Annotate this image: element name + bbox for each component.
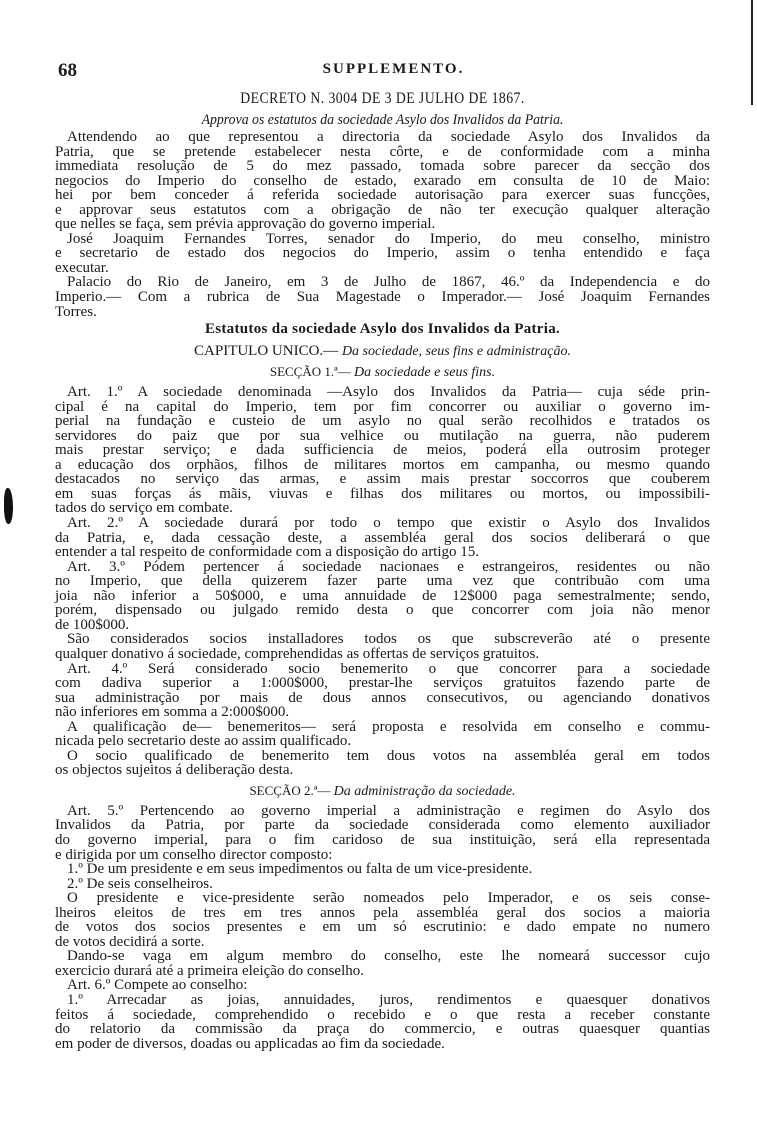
section-title: Da sociedade e seus fins. bbox=[353, 365, 496, 381]
decree-title: DECRETO N. 3004 DE 3 DE JULHO DE 1867. bbox=[240, 90, 525, 107]
text-line: porém, dispensado ou julgado remido desta o que concorrer com joia não menor bbox=[55, 602, 710, 619]
text-line: 1.º Arrecadar as joias, annuidades, juros, rendimentos e quaesquer donativos bbox=[67, 991, 710, 1008]
text-line: de 100$000. bbox=[55, 616, 130, 633]
text-line: destacados no serviço das armas, e assim mais prestar soccorros que couberem bbox=[55, 471, 710, 488]
text-line: Art. 6.º Compete ao conselho: bbox=[67, 977, 248, 994]
text-line: Art. 2.º A sociedade durará por todo o tempo que existir o Asylo dos Invalidos bbox=[67, 515, 710, 532]
text-line: do relatorio da commissão da praça do commercio, e outras quaesquer quantias bbox=[55, 1021, 710, 1038]
text-line: e approvar seus estatutos com a obrigação de não ter execução qualquer alteração bbox=[55, 201, 710, 218]
text-line: joia não inferior a 50$000, e uma annuidade de 12$000 paga semestralmente; sendo, bbox=[55, 587, 710, 604]
text-line: de votos dos socios presentes e em um só escrutinio: e dado empate no numero bbox=[55, 919, 710, 936]
text-line: a educação dos orphãos, filhos de militares mortos em campanha, ou mesmo quando bbox=[55, 456, 710, 473]
text-line: hei por bem conceder á referida sociedade autorisação para exercer suas funcções, bbox=[55, 187, 710, 204]
text-line: Art. 1.º A sociedade denominada —Asylo dos Invalidos da Patria— cuja séde prin- bbox=[67, 384, 710, 401]
section-2-heading bbox=[55, 783, 710, 804]
text-line: de votos decidirá a sorte. bbox=[55, 933, 205, 950]
text-line: feitos á sociedade, comprehendido o recebido e o que resta a receber constante bbox=[55, 1006, 710, 1023]
text-line: mais prestar serviço; e dada sufficiencia de meios, poderá ella outrosim proteger bbox=[55, 442, 710, 459]
text-line: Invalidos da Patria, por parte da sociedade considerada como elemento auxiliador bbox=[55, 817, 710, 834]
text-line: Attendendo ao que representou a directoria da sociedade Asylo dos Invalidos da bbox=[67, 129, 710, 145]
chapter-label: CAPITULO UNICO.— bbox=[194, 343, 339, 360]
text-line: no Imperio, que della quizerem fazer parte uma vez que contribuão com uma bbox=[55, 573, 710, 590]
text-line: Imperio.— Com a rubrica de Sua Magestade o Imperador.— José Joaquim Fernandes bbox=[55, 289, 710, 306]
text-line: Dando-se vaga em algum membro do conselho, este lhe nomeará successor cujo bbox=[67, 948, 710, 965]
text-line: da Patria, e, dada cessação deste, a assembléa geral dos socios deliberará o que bbox=[55, 529, 710, 546]
section-label: SECÇÃO 2.ª— bbox=[249, 782, 331, 798]
text-line: nicada pelo secretario deste ao assim qualificado. bbox=[55, 733, 352, 750]
text-line: exercicio durará até a primeira eleição do conselho. bbox=[55, 962, 365, 979]
text-line: O presidente e vice-presidente serão nomeados pelo Imperador, e os seis conse- bbox=[67, 890, 710, 907]
preamble bbox=[55, 130, 710, 319]
section-label: SECÇÃO 1.ª— bbox=[269, 364, 351, 380]
running-title: SUPPLEMENTO. bbox=[322, 61, 465, 77]
text-line: com dadiva superior a 1:000$000, prestar-lhe serviços gratuitos fazendo parte de bbox=[55, 675, 710, 692]
text-line: entender a tal respeito de conformidade com a disposição do artigo 15. bbox=[55, 544, 480, 561]
section-2-body bbox=[55, 804, 710, 1051]
text-line: servidores do paiz que por sua velhice ou mutilação na guerra, não puderem bbox=[55, 427, 710, 444]
text-line: Torres. bbox=[55, 303, 97, 320]
text-line: Art. 3.º Pódem pertencer á sociedade nacionaes e estrangeiros, residentes ou não bbox=[67, 558, 710, 575]
statutes-title: Estatutos da sociedade Asylo dos Invalidos da Patria. bbox=[204, 321, 561, 338]
text-line: em poder de diversos, doadas ou applicadas ao fim da sociedade. bbox=[55, 1035, 445, 1052]
scan-ink-blot bbox=[4, 488, 13, 524]
text-line: Palacio do Rio de Janeiro, em 3 de Julho de 1867, 46.º da Independencia e do bbox=[67, 274, 710, 291]
text-line: executar. bbox=[55, 259, 109, 276]
text-line: sua administração por mais de dous annos consecutivos, ou agenciando donativos bbox=[55, 689, 710, 706]
section-1-heading bbox=[55, 364, 710, 385]
decree-subtitle: Approva os estatutos da sociedade Asylo dos Invalidos da Patria. bbox=[201, 112, 564, 128]
text-line: cipal é na capital do Imperio, tem por fim concorrer ou auxiliar o governo im- bbox=[55, 398, 710, 415]
text-line: e dirigida por um conselho director composto: bbox=[55, 846, 333, 863]
text-line: immediata resolução de 5 do mez passado, tomada sobre parecer da secção dos bbox=[55, 158, 710, 175]
text-line: os objectos sujeitos á deliberação desta. bbox=[55, 762, 294, 779]
text-line: 2.º De seis conselheiros. bbox=[67, 875, 213, 892]
text-line: São considerados socios installadores todos os que subscreverão até o presente bbox=[67, 631, 710, 648]
text-line: não inferiores em somma a 2:000$000. bbox=[55, 704, 290, 721]
text-line: em suas forças ás mãis, viuvas e filhas dos militares ou mortos, ou impossibili- bbox=[55, 485, 710, 502]
chapter-title: Da sociedade, seus fins e administração. bbox=[341, 344, 571, 360]
text-line: A qualificação de— benemeritos— será proposta e resolvida em conselho e commu- bbox=[67, 718, 710, 735]
section-title: Da administração da sociedade. bbox=[333, 783, 516, 799]
text-line: e secretario de estado dos negocios do Imperio, assim o tenha entendido e faça bbox=[55, 245, 710, 262]
text-line: do governo imperial, para o fim caridoso de sua instituição, será ella representada bbox=[55, 831, 710, 848]
text-line: José Joaquim Fernandes Torres, senador do Imperio, do meu conselho, ministro bbox=[67, 230, 710, 247]
text-line: que nelles se faça, sem prévia approvação do governo imperial. bbox=[55, 216, 436, 233]
section-1-body bbox=[55, 385, 710, 778]
text-line: negocios do Imperio do conselho de estado, exarado em consulta de 10 de Maio: bbox=[55, 172, 710, 189]
text-line: qualquer donativo á sociedade, comprehendidas as offertas de serviços gratuitos. bbox=[55, 645, 540, 662]
text-line: lheiros eleitos de tres em tres annos pela assembléa geral dos socios a maioria bbox=[55, 904, 710, 921]
text-line: Patria, que se pretende estabelecer nesta côrte, e de conformidade com a minha bbox=[55, 143, 710, 160]
scan-edge-mark bbox=[751, 0, 753, 105]
text-line: Art. 4.º Será considerado socio benemerito o que concorrer para a sociedade bbox=[67, 660, 710, 677]
text-line: Art. 5.º Pertencendo ao governo imperial a administração e regimen do Asylo dos bbox=[67, 802, 710, 819]
text-line: perial na fundação e custeio de um asylo no qual serão recolhidos e tratados os bbox=[55, 413, 710, 430]
page-number: 68 bbox=[58, 60, 77, 81]
text-line: 1.º De um presidente e em seus impedimentos ou falta de um vice-presidente. bbox=[67, 861, 533, 878]
page-body bbox=[55, 90, 710, 1051]
text-line: tados do serviço em combate. bbox=[55, 500, 233, 517]
text-line: O socio qualificado de benemerito tem dous votos na assembléa geral em todos bbox=[67, 747, 710, 764]
chapter-heading bbox=[55, 343, 710, 364]
